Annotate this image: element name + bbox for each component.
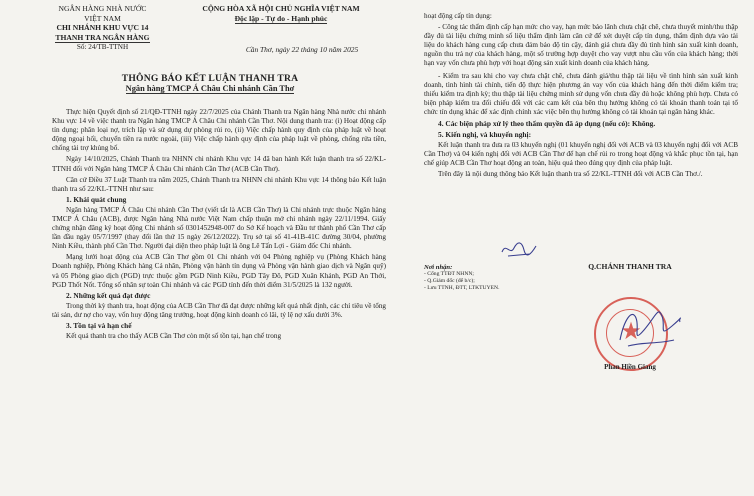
agency-line-4: THANH TRA NGÂN HÀNG bbox=[55, 32, 150, 42]
paragraph-results: Trong thời kỳ thanh tra, hoạt động của ACB Cần Thơ đã đạt được những kết quả nhất định, các chỉ tiêu về tổng tài sản, dư nợ cho vay, vốn huy động tăng trưởng, hoạt động kinh doanh có lãi, tỷ lệ nợ xấu dưới 3%. bbox=[52, 301, 387, 319]
paragraph-credit-activity: hoạt động cấp tín dụng: bbox=[424, 12, 492, 20]
right-column bbox=[424, 12, 738, 179]
paragraph-legal-basis: Căn cứ Điều 37 Luật Thanh tra năm 2025, Chánh Thanh tra NHNN chi nhánh Khu vực 14 thông báo Kết luận thanh tra số 22/KL-TTNH như sau: bbox=[52, 175, 386, 193]
document-title: THÔNG BÁO KẾT LUẬN THANH TRA bbox=[121, 73, 299, 84]
paragraph-decision: Thực hiện Quyết định số 21/QĐ-TTNH ngày 22/7/2025 của Chánh Thanh tra Ngân hàng Nhà nước chi nhánh Khu vực 14 về việc thanh tra Ngân hàng TMCP Á Châu Chi nhánh Cần Thơ. Nội dung thanh tra: (i) Hoạt động cấp tín dụng; phân loại nợ, trích lập và sử dụng dự phòng rủi ro, (ii) Việc chấp hành quy định của pháp luật về hoạt động ngoại hối, chuyển tiền ra nước ngoài, (iii) Việc chấp hành quy định của pháp luật về phòng, chống rửa tiền, chống tài trợ khủng bố. bbox=[52, 108, 386, 153]
handwritten-signature bbox=[614, 300, 684, 352]
section-heading-5: 5. Kiến nghị, và khuyến nghị: bbox=[438, 130, 532, 140]
paragraph-recommendations: Kết luận thanh tra đưa ra 03 khuyến nghị (01 khuyến nghị đối với ACB và 03 khuyến nghị đối với ACB Cần Thơ) và 04 kiến nghị đối với ACB Cần Thơ để hạn chế rủi ro trong hoạt động và khắc phục tồn tại, hạn chế giúp ACB Cần Thơ hoạt động an toàn, hiệu quả theo đúng quy định của pháp luật. bbox=[424, 141, 738, 168]
issue-date: Cần Thơ, ngày 22 tháng 10 năm 2025 bbox=[245, 45, 359, 54]
paragraph-appraisal: - Công tác thẩm định cấp hạn mức cho vay, hạn mức bảo lãnh chưa chặt chẽ, chưa thuyết minh/thu thập đầy đủ tài liệu chứng minh số liệu thẩm định làm căn cứ để xét duyệt cấp tín dụng, thẩm định dựa vào tài liệu do khách hàng cung cấp chưa đảm bảo độ tin cậy, đánh giá chưa đầy đủ tình hình sản xuất kinh doanh, nguồn thu trả nợ của khách hàng, một số trường hợp duyệt cho vay vượt nhu cầu vốn của khách hàng; thời hạn vay vốn chưa phù hợp với hoạt động sản xuất kinh doanh của khách hàng. bbox=[424, 23, 738, 68]
recipient-item: - Lưu TTNH, ĐTT, LTKTUYEN. bbox=[424, 285, 500, 291]
signer-name: Phan Hiền Giang bbox=[604, 363, 656, 371]
paragraph-post-loan-check: - Kiểm tra sau khi cho vay chưa chặt chẽ, chưa đánh giá/thu thập tài liệu về tình hình sản xuất kinh doanh, tình hình tài chính, tiến độ thực hiện phương án vay vốn của khách hàng đến thời điểm kiểm tra; thiếu kiểm tra định kỳ; thu thập tài liệu chứng minh sử dụng vốn chưa đầy đủ hoặc không phù hợp. Chưa có biện pháp kiểm tra đối chiếu đối với các cam kết của bên thụ hưởng không có tài khoản thanh toán tại tổ chức tín dụng khác để xác định chính xác việc bên thụ hưởng không có tài khoản tại ngân hàng khác. bbox=[424, 71, 738, 116]
initial-mark bbox=[500, 238, 540, 260]
document-subtitle: Ngân hàng TMCP Á Châu Chi nhánh Cần Thơ bbox=[125, 84, 295, 93]
issuing-agency-header bbox=[30, 4, 175, 53]
recipients-block bbox=[424, 264, 574, 292]
signer-title: Q.CHÁNH THANH TRA bbox=[588, 262, 672, 271]
left-column bbox=[52, 108, 386, 341]
paragraph-shortcomings: Kết quả thanh tra cho thấy ACB Cần Thơ còn một số tồn tại, hạn chế trong bbox=[66, 331, 282, 340]
national-motto-2: Độc lập - Tự do - Hạnh phúc bbox=[234, 13, 328, 23]
agency-line-3: CHI NHÁNH KHU VỰC 14 bbox=[56, 23, 149, 33]
agency-line-2: VIỆT NAM bbox=[84, 13, 121, 23]
section-heading-1: 1. Khái quát chung bbox=[66, 194, 127, 204]
national-header bbox=[176, 4, 386, 24]
recipients-label: Nơi nhận: bbox=[424, 264, 453, 271]
paragraph-network: Mạng lưới hoạt động của ACB Cần Thơ gồm 01 Chi nhánh với 04 Phòng nghiệp vụ (Phòng Khách hàng Doanh nghiệp, Phòng Khách hàng Cá nhân, Phòng vận hành tín dụng và Phòng vận hành giao dịch và Ngân quỹ) và 05 Phòng giao dịch (PGD) trực thuộc gồm PGD Ninh Kiều, PGD Tây Đô, PGD Xuân Khánh, PGD An Thới, PGD Thốt Nốt. Tổng số nhân sự toàn Chi nhánh và các PGD tính đến thời điểm 31/5/2025 là 132 người. bbox=[52, 253, 386, 289]
section-heading-3: 3. Tồn tại và hạn chế bbox=[66, 320, 132, 330]
section-heading-4: 4. Các biện pháp xử lý theo thẩm quyền đã áp dụng (nếu có): Không. bbox=[438, 119, 656, 129]
section-heading-2: 2. Những kết quả đạt được bbox=[66, 290, 151, 300]
recipient-item: - Q.Giám đốc (để b/c); bbox=[424, 278, 475, 284]
star-icon: ★ bbox=[620, 317, 642, 345]
national-motto-1: CỘNG HÒA XÃ HỘI CHỦ NGHĨA VIỆT NAM bbox=[202, 4, 360, 13]
agency-line-1: NGÂN HÀNG NHÀ NƯỚC bbox=[58, 4, 147, 13]
paragraph-overview: Ngân hàng TMCP Á Châu Chi nhánh Cần Thơ (viết tắt là ACB Cần Thơ) là Chi nhánh trực thuộc Ngân hàng TMCP Á Châu (ACB), được Ngân hàng Nhà nước Việt Nam chấp thuận mở chi nhánh ngày 22/11/1994. Giấy chứng nhận đăng ký hoạt động Chi nhánh số 0301452948-007 do Sở Kế hoạch và Đầu tư thành phố Cần Thơ cấp lần đầu ngày 05/7/1997 (thay đổi lần thứ 15 ngày 26/12/2022). Trụ sở tại số 41-41B-41C đường 30/04, phường Ninh Kiều, thành phố Cần Thơ. Người đại diện theo pháp luật là ông Lê Tấn Lợi - Giám đốc Chi nhánh. bbox=[52, 205, 386, 251]
document-number: Số: 24/TB-TTNH bbox=[76, 43, 129, 52]
paragraph-conclusion-issued: Ngày 14/10/2025, Chánh Thanh tra NHNN chi nhánh Khu vực 14 đã ban hành Kết luận thanh tra số 22/KL-TTNH đối với Ngân hàng TMCP Á Châu Chi nhánh Cần Thơ (ACB Cần Thơ). bbox=[52, 155, 386, 173]
recipient-item: - Cổng TTĐT NHNN; bbox=[424, 271, 474, 277]
paragraph-closing: Trên đây là nội dung thông báo Kết luận thanh tra số 22/KL-TTNH đối với ACB Cần Thơ./. bbox=[438, 170, 703, 179]
